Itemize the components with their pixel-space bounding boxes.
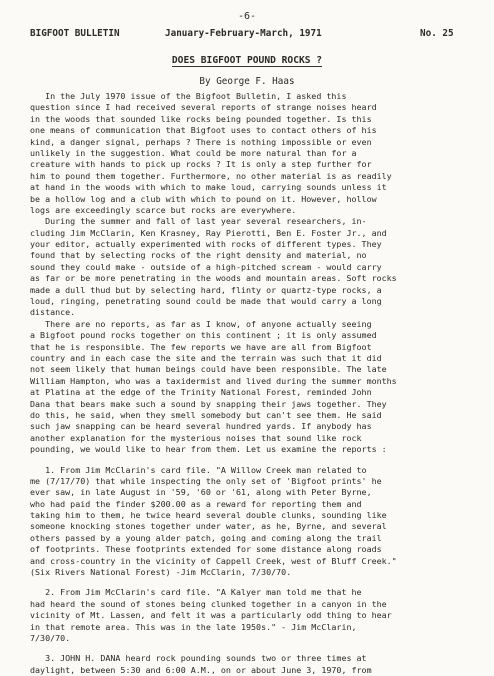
text-line: There are no reports, as far as I know, of anyone actually seeing <box>30 318 372 329</box>
text-line: question since I had received several reports of strange noises heard <box>30 102 377 113</box>
text-line: someone knocking stones together under water, as he, Byrne, and several <box>30 521 387 532</box>
text-line: ever saw, in late August in '59, '60 or '61, along with Peter Byrne, <box>30 487 372 498</box>
text-line: at Platina at the edge of the Trinity National Forest, reminded John <box>30 387 372 398</box>
text-line: your editor, actually experimented with rocks of different types. They <box>30 239 382 250</box>
text-line: daylight, between 5:30 and 6:00 A.M., on or about June 3, 1970, from <box>30 664 372 675</box>
text-line: (Six Rivers National Forest) -Jim McClarin, 7/30/70. <box>30 567 292 578</box>
text-line: taking him to them, he twice heard several double clunks, sounding like <box>30 510 387 521</box>
text-line: a Bigfoot pound rocks together on this continent ; it is only assumed <box>30 330 377 341</box>
intro-section <box>30 91 478 456</box>
text-line: such jaw snapping can be heard several hundred yards. If anybody has <box>30 421 372 432</box>
text-line: another explanation for the mysterious noises that sound like rock <box>30 432 362 443</box>
text-line: William Hampton, who was a taxidermist and lived during the summer months <box>30 375 397 386</box>
text-line: logs are exceedingly scarce but rocks are everywhere. <box>30 204 297 215</box>
text-line: not seem likely that human beings could have been responsible. The late <box>30 364 387 375</box>
page-number: -6- <box>237 11 257 22</box>
text-line: one means of communication that Bigfoot uses to contact others of his <box>30 125 377 136</box>
report-2-section <box>30 587 478 644</box>
text-line: me (7/17/70) that while inspecting the only set of 'Bigfoot prints' he <box>30 475 382 486</box>
report-3-section <box>30 653 478 676</box>
article-byline: By George F. Haas <box>199 76 295 87</box>
text-line: and cross-country in the vicinity of Cappell Creek, west of Bluff Creek." <box>30 555 397 566</box>
text-line: sound they could make - outside of a high-pitched scream - would carry <box>30 261 382 272</box>
article-body <box>30 91 478 676</box>
text-line: unlikely in the suggestion. What could be more natural than for a <box>30 147 357 158</box>
text-line: do this, he said, when they smell somebody but can't see them. He said <box>30 409 382 420</box>
text-line: loud, ringing, penetrating sound could be made that would carry a long <box>30 296 382 307</box>
text-line: vicinity of Mt. Lassen, and felt it was a particularly odd thing to hear <box>30 610 392 621</box>
text-line: at hand in the woods with which to make loud, carrying sounds unless it <box>30 182 387 193</box>
text-line: him to pound them together. Furthermore, no other material is as readily <box>30 170 392 181</box>
text-line: had heard the sound of stones being clunked together in a canyon in the <box>30 598 387 609</box>
text-line: creature with hands to pick up rocks ? It is only a step further for <box>30 159 372 170</box>
text-line: cluding Jim McClarin, Ken Krasney, Ray Pierotti, Ben E. Foster Jr., and <box>30 227 387 238</box>
text-line: be a hollow log and a club with which to pound on it. However, hollow <box>30 193 377 204</box>
text-line: others passed by a young alder patch, going and coming along the trail <box>30 532 382 543</box>
text-line: pounding, we would like to hear from them. Let us examine the reports : <box>30 444 387 455</box>
text-line: found that by selecting rocks of the right density and material, no <box>30 250 367 261</box>
text-line: kind, a danger signal, perhaps ? There is nothing impossible or even <box>30 136 372 147</box>
text-line: 2. From Jim McClarin's card file. "A Kalyer man told me that he <box>30 587 362 598</box>
text-line: Dana that bears make such a sound by snapping their jaws together. They <box>30 398 387 409</box>
text-line: distance. <box>30 307 76 318</box>
text-line: made a dull thud but by selecting hard, flinty or quartz-type rocks, a <box>30 284 382 295</box>
publication-name: BIGFOOT BULLETIN <box>30 28 120 39</box>
issue-number: No. 25 <box>420 28 454 39</box>
text-line: country and in each case the site and the terrain was such that it did <box>30 352 382 363</box>
text-line: in the woods that sounded like rocks being pounded together. Is this <box>30 113 372 124</box>
text-line: 1. From Jim McClarin's card file. "A Willow Creek man related to <box>30 464 367 475</box>
text-line: as far or be more penetrating in the woods and mountain areas. Soft rocks <box>30 273 397 284</box>
text-line: that he is responsible. The few reports we have are all from Bigfoot <box>30 341 372 352</box>
report-1-section <box>30 465 478 579</box>
text-line: in that remote area. This was in the late 1950s." - Jim McClarin, <box>30 621 357 632</box>
article-title: DOES BIGFOOT POUND ROCKS ? <box>171 55 323 66</box>
text-line: who had paid the finder $200.00 as a reward for reporting them and <box>30 498 362 509</box>
text-line: of footprints. These footprints extended for some distance along roads <box>30 544 382 555</box>
text-line: In the July 1970 issue of the Bigfoot Bulletin, I asked this <box>30 91 347 101</box>
text-line: During the summer and fall of last year several researchers, in- <box>30 216 367 227</box>
issue-date: January-February-March, 1971 <box>165 28 322 39</box>
text-line: 3. JOHN H. DANA heard rock pounding sounds two or three times at <box>30 653 367 664</box>
text-line: 7/30/70. <box>30 632 71 643</box>
